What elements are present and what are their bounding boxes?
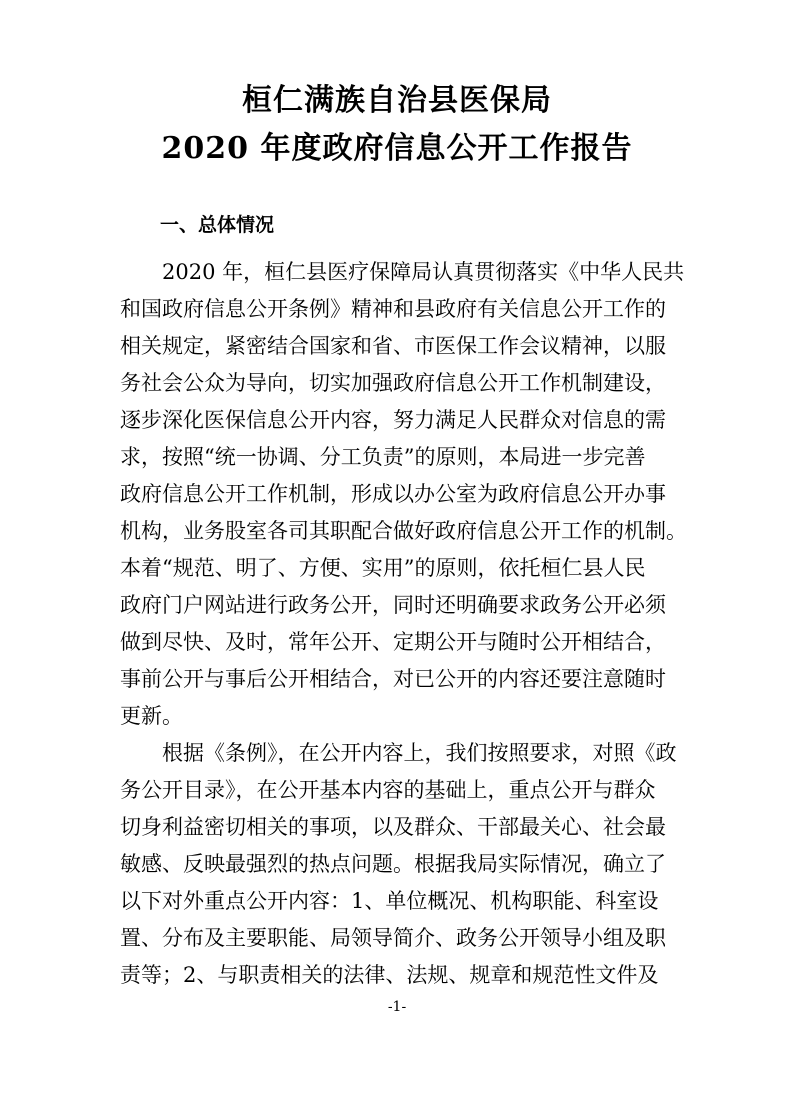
paragraph-1-line: 求，按照“统一协调、分工负责”的原则，本局进一步完善 (120, 445, 646, 469)
paragraph-2-line: 根据《条例》，在公开内容上，我们按照要求，对照《政 (162, 741, 677, 765)
paragraph-1-line: 政府信息公开工作机制，形成以办公室为政府信息公开办事 (120, 482, 666, 506)
paragraph-1-line: 逐步深化医保信息公开内容，努力满足人民群众对信息的需 (120, 408, 666, 432)
paragraph-2-line: 切身利益密切相关的事项，以及群众、干部最关心、社会最 (120, 815, 666, 839)
paragraph-1-line: 政府门户网站进行政务公开，同时还明确要求政务公开必须 (120, 593, 666, 617)
document-title-line-1: 桓仁满族自治县医保局 (242, 83, 552, 118)
paragraph-1-line: 更新。 (120, 704, 183, 728)
paragraph-1-line: 务社会公众为导向，切实加强政府信息公开工作机制建设， (120, 371, 666, 395)
paragraph-1-line: 做到尽快、及时，常年公开、定期公开与随时公开相结合， (120, 630, 666, 654)
paragraph-2-line: 置、分布及主要职能、局领导简介、政务公开领导小组及职 (120, 926, 666, 950)
document-title-line-2: 2020 年度政府信息公开工作报告 (161, 131, 633, 166)
paragraph-1-line: 相关规定，紧密结合国家和省、市医保工作会议精神，以服 (120, 334, 666, 358)
paragraph-2-line: 以下对外重点公开内容：1、单位概况、机构职能、科室设 (120, 889, 659, 913)
paragraph-1-line: 事前公开与事后公开相结合，对已公开的内容还要注意随时 (120, 667, 666, 691)
paragraph-2-line: 务公开目录》，在公开基本内容的基础上，重点公开与群众 (120, 778, 656, 802)
paragraph-1-line: 和国政府信息公开条例》精神和县政府有关信息公开工作的 (120, 297, 666, 321)
paragraph-2-line: 敏感、反映最强烈的热点问题。根据我局实际情况，确立了 (120, 852, 666, 876)
paragraph-1-line: 机构，业务股室各司其职配合做好政府信息公开工作的机制。 (120, 519, 687, 543)
paragraph-1-line: 本着“规范、明了、方便、实用”的原则，依托桓仁县人民 (120, 556, 646, 580)
paragraph-2-line: 责等；2、与职责相关的法律、法规、规章和规范性文件及 (120, 963, 659, 987)
paragraph-1-line: 2020 年，桓仁县医疗保障局认真贯彻落实《中华人民共 (162, 260, 685, 284)
section-heading-overview: 一、总体情况 (160, 214, 275, 236)
page-number: -1- (387, 999, 407, 1015)
